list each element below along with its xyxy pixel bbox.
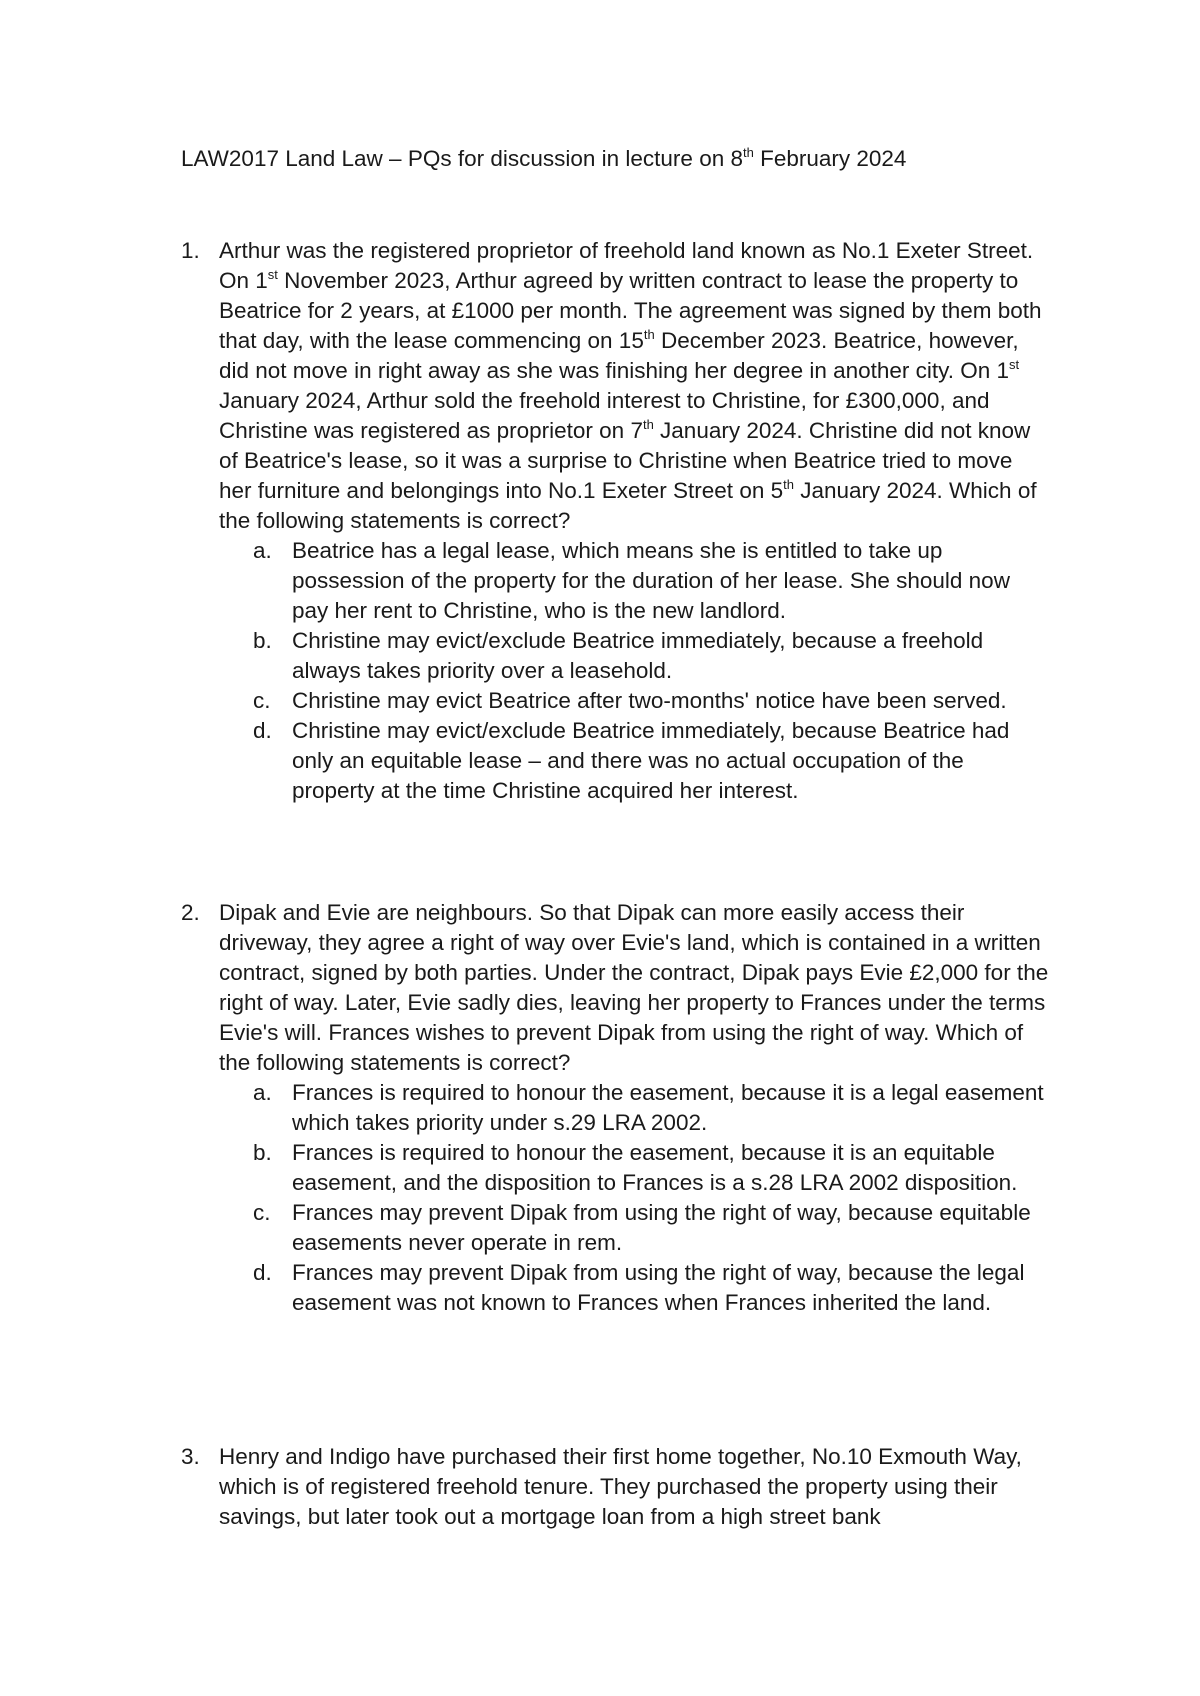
option-letter: a.	[253, 1080, 272, 1105]
question-text	[219, 236, 1049, 536]
option-d	[219, 1258, 1049, 1318]
question-number: 3.	[181, 1444, 200, 1469]
option-text: Frances may prevent Dipak from using the right of way, because the legal easement was not known to Frances when Frances inherited the land.	[292, 1260, 1025, 1315]
ordinal-superscript: th	[783, 476, 794, 492]
question-text: Dipak and Evie are neighbours. So that Dipak can more easily access their driveway, they agree a right of way over Evie's land, which is contained in a written contract, signed by both parties. Under the contract, Dipak pays Evie £2,000 for the right of way. Later, Evie sadly dies, leaving her property to Frances under the terms Evie's will. Frances wishes to prevent Dipak from using the right of way. Which of the following statements is correct?	[219, 900, 1049, 1075]
question-1	[181, 236, 1061, 806]
title-text-end: February 2024	[753, 146, 907, 171]
question-2	[181, 898, 1061, 1318]
option-letter: c.	[253, 1200, 271, 1225]
option-letter: b.	[253, 1140, 272, 1165]
question-text-segment: November 2023, Arthur agreed by written contract to lease the property to Beatrice for 2 years, at £1000 per month. The agreement was signed by them both that day, with the lease commencing on 15	[219, 268, 1042, 353]
question-number: 2.	[181, 900, 200, 925]
option-c	[219, 1198, 1049, 1258]
option-d	[219, 716, 1049, 806]
title-superscript: th	[742, 144, 754, 160]
question-number: 1.	[181, 238, 200, 263]
option-text: Beatrice has a legal lease, which means she is entitled to take up possession of the property for the duration of her lease. She should now pay her rent to Christine, who is the new landlord.	[292, 538, 1010, 623]
option-text: Frances is required to honour the easement, because it is a legal easement which takes priority under s.29 LRA 2002.	[292, 1080, 1044, 1135]
title-text: LAW2017 Land Law – PQs for discussion in lecture on 8	[181, 146, 743, 171]
option-text: Christine may evict Beatrice after two-months' notice have been served.	[292, 688, 1007, 713]
option-b	[219, 1138, 1049, 1198]
question-3	[181, 1442, 1061, 1532]
question-text-segment: January 2024, Arthur sold the freehold interest to Christine, for £300,000, and Christine was registered as proprietor on 7	[219, 388, 990, 443]
question-text-segment: December 2023. Beatrice, however, did not move in right away as she was finishing her degree in another city. On 1	[219, 328, 1019, 383]
option-letter: a.	[253, 538, 272, 563]
ordinal-superscript: th	[643, 326, 655, 342]
option-text: Frances is required to honour the easement, because it is an equitable easement, and the disposition to Frances is a s.28 LRA 2002 disposition.	[292, 1140, 1018, 1195]
option-c	[219, 686, 1049, 716]
option-letter: b.	[253, 628, 272, 653]
question-text-segment: January 2024. Christine did not know of Beatrice's lease, so it was a surprise to Christine when Beatrice tried to move her furniture and belongings into No.1 Exeter Street on 5	[219, 418, 1031, 503]
ordinal-superscript: st	[267, 266, 278, 282]
option-text: Christine may evict/exclude Beatrice immediately, because a freehold always takes priority over a leasehold.	[292, 628, 984, 683]
question-text-segment: Arthur was the registered proprietor of freehold land known as No.1 Exeter Street. On 1	[219, 238, 1034, 293]
question-text-segment: January 2024. Which of the following statements is correct?	[219, 478, 1037, 533]
option-text: Christine may evict/exclude Beatrice immediately, because Beatrice had only an equitable lease – and there was no actual occupation of the property at the time Christine acquired her interest.	[292, 718, 1010, 803]
document-title	[181, 144, 1081, 174]
question-text: Henry and Indigo have purchased their first home together, No.10 Exmouth Way, which is of registered freehold tenure. They purchased the property using their savings, but later took out a mortgage loan from a high street bank	[219, 1444, 1022, 1529]
ordinal-superscript: th	[642, 416, 654, 432]
option-a	[219, 536, 1049, 626]
option-text: Frances may prevent Dipak from using the right of way, because equitable easements never operate in rem.	[292, 1200, 1031, 1255]
option-b	[219, 626, 1049, 686]
option-letter: c.	[253, 688, 271, 713]
option-a	[219, 1078, 1049, 1138]
ordinal-superscript: st	[1009, 356, 1020, 372]
option-letter: d.	[253, 1260, 272, 1285]
option-letter: d.	[253, 718, 272, 743]
